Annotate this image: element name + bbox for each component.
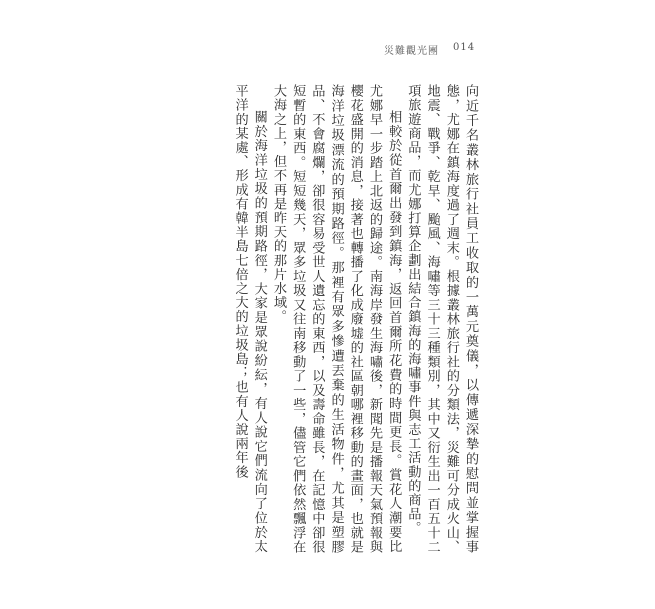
header-book-title: 災難觀光團: [384, 46, 439, 57]
paragraph: 關於海洋垃圾的預期路徑，大家是眾說紛紜，有人說它們流向了位於太平洋的某處、形成有韓半島七倍之大的垃圾島；也有人說兩年後: [232, 84, 267, 554]
paragraph: 相較於從首爾出發到鎮海，返回首爾所花費的時間更長。賞花人潮要比尤娜早一步踏上北返的歸途。南海岸發生海嘯後，新聞先是播報天氣預報與櫻花盛開的消息，接著也轉播了化成廢墟的社區朝哪裡移動的畫面，也就是海洋垃圾漂流的預期路徑。那裡有眾多慘遭丟棄的生活物件，尤其是塑膠品、不會腐爛，卻很容易受世人遺忘的東西，以及壽命雖長，在記憶中卻很短暫的東西。短短幾天，眾多垃圾又往南移動了一些，儘管它們依然飄浮在大海之上，但不再是昨天的那片水域。: [270, 84, 402, 554]
running-header: [384, 42, 475, 57]
paragraph: 向近千名叢林旅行社員工收取的一萬元奠儀，以傳遞深摯的慰問並掌握事態，尤娜在鎮海度過了週末。根據叢林旅行社的分類法，災難可分成火山、地震、戰爭、乾旱、颱風、海嘯等三十三種類別，其中又衍生出一百五十二項旅遊商品，而尤娜打算企劃出結合鎮海的海嘯事件與志工活動的商品。: [405, 84, 478, 554]
vertical-body-text: [185, 84, 480, 554]
header-page-number: 014: [453, 42, 476, 53]
